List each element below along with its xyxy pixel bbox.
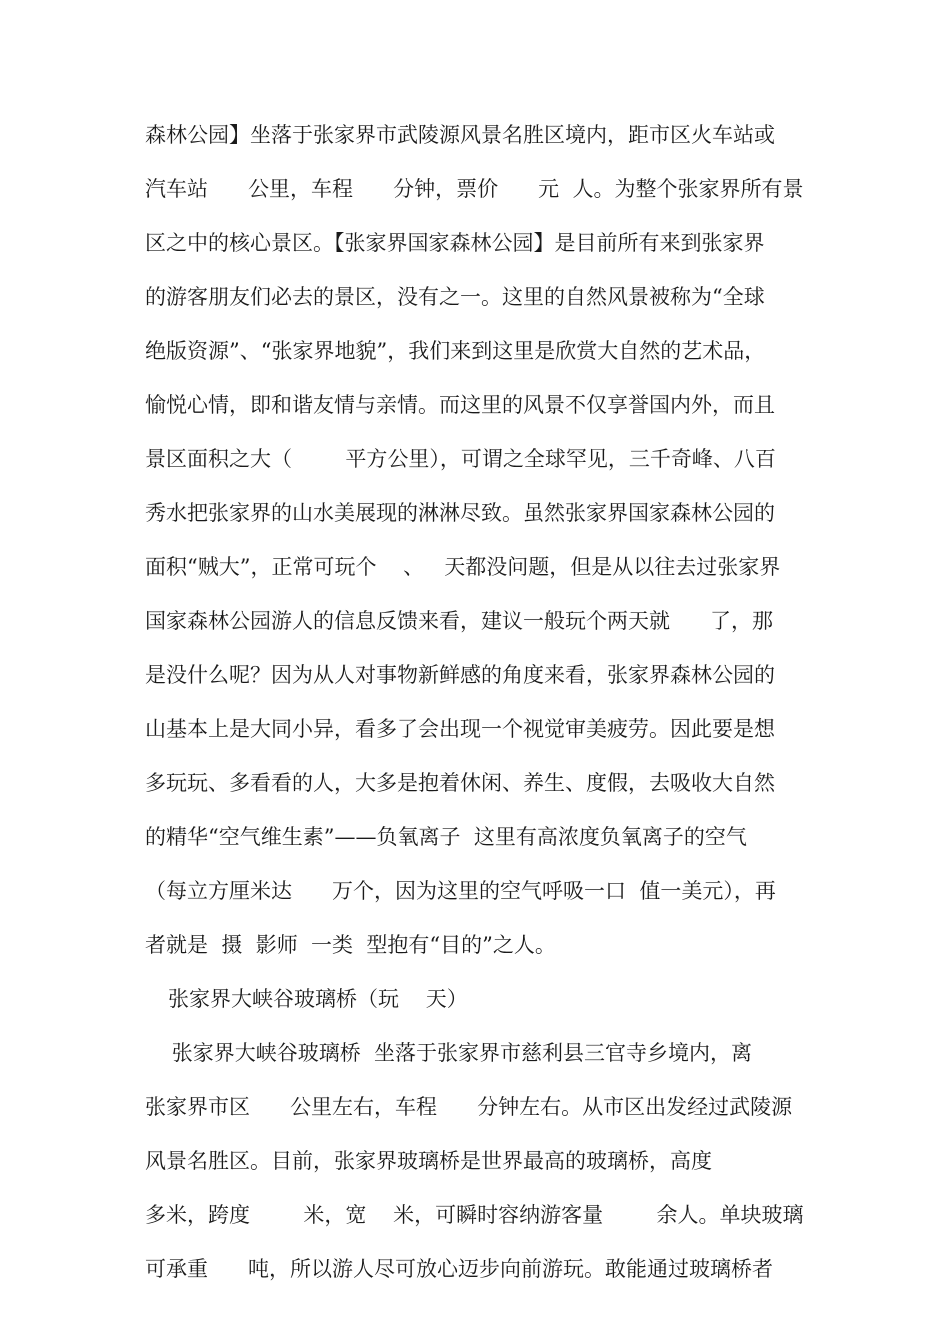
paragraph-line: 可承重 吨，所以游人尽可放心迈步向前游玩。敢能通过玻璃桥者: [145, 1257, 774, 1281]
paragraph-line: （每立方厘米达 万个，因为这里的空气呼吸一口 值一美元），再: [145, 879, 776, 903]
paragraph-line: 的精华“空气维生素”——负氧离子 这里有高浓度负氧离子的空气: [145, 825, 747, 849]
paragraph-line: 愉悦心情，即和谐友情与亲情。而这里的风景不仅享誉国内外，而且: [145, 393, 775, 417]
paragraph-line: 的游客朋友们必去的景区，没有之一。这里的自然风景被称为“全球: [145, 285, 765, 309]
paragraph-line: 山基本上是大同小异，看多了会出现一个视觉审美疲劳。因此要是想: [145, 717, 775, 741]
paragraph-line: 森林公园】坐落于张家界市武陵源风景名胜区境内，距市区火车站或: [145, 123, 775, 147]
paragraph-line: 绝版资源”、“张家界地貌”，我们来到这里是欣赏大自然的艺术品，: [145, 339, 766, 363]
paragraph-line: 国家森林公园游人的信息反馈来看，建议一般玩个两天就 了，那: [145, 609, 774, 633]
paragraph-line: 多米，跨度 米，宽 米，可瞬时容纳游客量 余人。单块玻璃: [145, 1203, 804, 1227]
paragraph-line: 区之中的核心景区。【张家界国家森林公园】是目前所有来到张家界: [145, 231, 765, 255]
paragraph-line: 景区面积之大（ 平方公里），可谓之全球罕见，三千奇峰、八百: [145, 447, 776, 471]
paragraph-line: 张家界市区 公里左右，车程 分钟左右。从市区出发经过武陵源: [145, 1095, 793, 1119]
paragraph-line: 者就是 摄 影师 一类 型抱有“目的”之人。: [145, 933, 556, 957]
paragraph-line: 张家界大峡谷玻璃桥 坐落于张家界市慈利县三官寺乡境内，离: [145, 1041, 753, 1065]
paragraph-line: 风景名胜区。目前，张家界玻璃桥是世界最高的玻璃桥，高度: [145, 1149, 712, 1173]
paragraph-line: 面积“贼大”，正常可玩个 、 天都没问题，但是从以往去过张家界: [145, 555, 781, 579]
paragraph-line: 汽车站 公里，车程 分钟，票价 元 人。为整个张家界所有景: [145, 177, 804, 201]
section-heading: 张家界大峡谷玻璃桥（玩 天）: [168, 987, 468, 1011]
paragraph-line: 是没什么呢？因为从人对事物新鲜感的角度来看，张家界森林公园的: [145, 663, 775, 687]
paragraph-line: 秀水把张家界的山水美展现的淋淋尽致。虽然张家界国家森林公园的: [145, 501, 775, 525]
paragraph-line: 多玩玩、多看看的人，大多是抱着休闲、养生、度假，去吸收大自然: [145, 771, 775, 795]
